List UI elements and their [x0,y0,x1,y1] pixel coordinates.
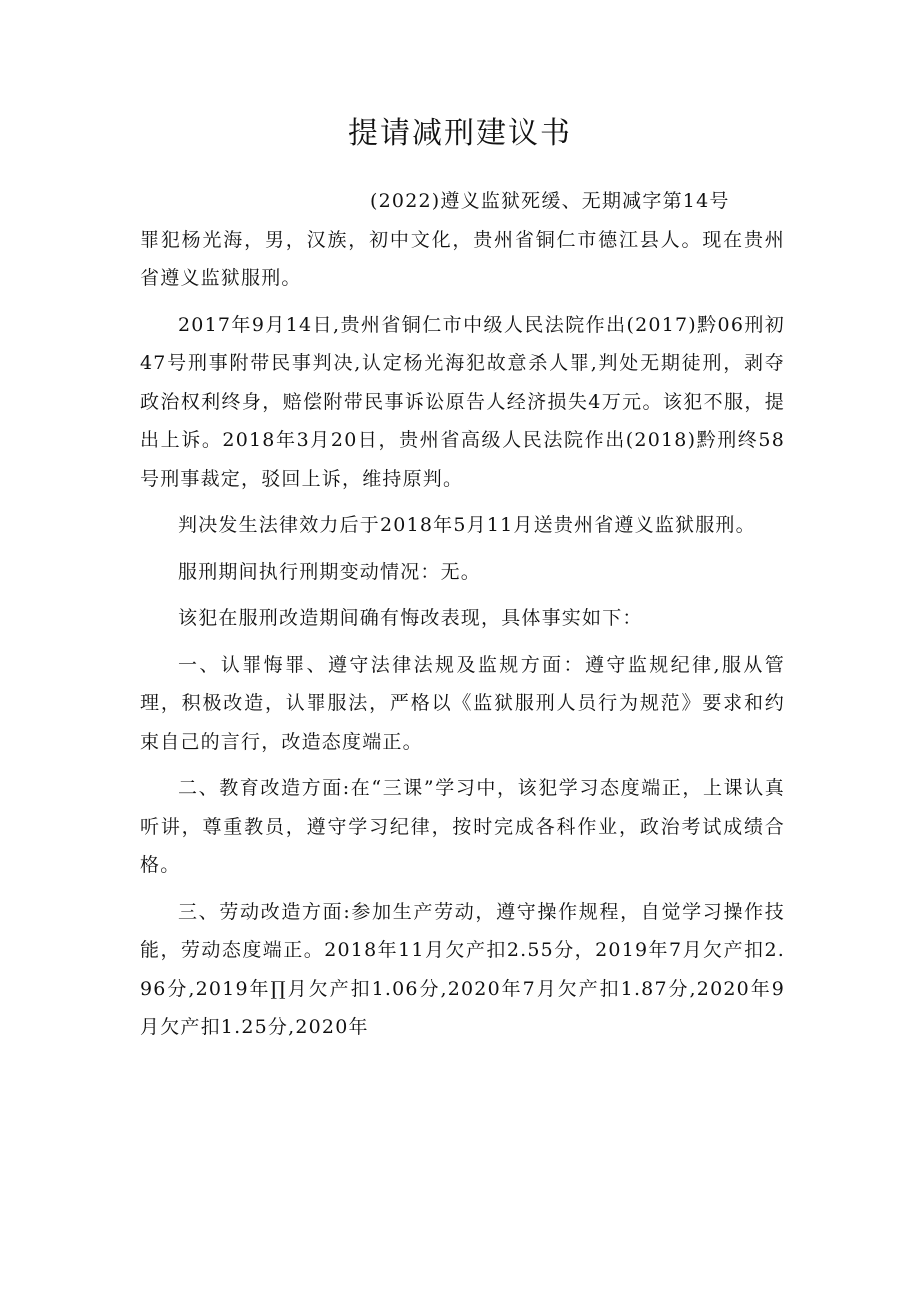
education-paragraph: 二、教育改造方面:在“三课”学习中，该犯学习态度端正，上课认真听讲，尊重教员，遵守学习纪律，按时完成各科作业，政治考试成绩合格。 [140,777,785,876]
discipline-paragraph: 一、认罪悔罪、遵守法律法规及监规方面：遵守监规纪律,服从管理，积极改造，认罪服法，严格以《监狱服刑人员行为规范》要求和约束自己的言行，改造态度端正。 [140,653,785,753]
imprisonment-paragraph: 判决发生法律效力后于2018年5月11月送贵州省遵义监狱服刑。 [178,514,756,536]
document-body [140,182,785,1055]
repentance-intro-paragraph: 该犯在服刑改造期间确有悔改表现，具体事实如下： [178,607,643,629]
labor-paragraph: 三、劳动改造方面:参加生产劳动，遵守操作规程，自觉学习操作技能，劳动态度端正。2018年11月欠产扣2.55分，2019年7月欠产扣2.96分,2019年∏月欠产扣1.06分,2020年7月欠产扣1.87分,2020年9月欠产扣1.25分,2020年 [140,900,785,1038]
document-title: 提请减刑建议书 [348,116,572,151]
case-number: (2022)遵义监狱死缓、无期减字第14号 [370,190,730,212]
case-intro-paragraph [140,182,785,298]
criminal-intro: 罪犯杨光海，男，汉族，初中文化，贵州省铜仁市德江县人。现在贵州省遵义监狱服刑。 [140,228,785,289]
judgment-paragraph: 2017年9月14日,贵州省铜仁市中级人民法院作出(2017)黔06刑初47号刑事附带民事判决,认定杨光海犯故意杀人罪,判处无期徒刑，剥夺政治权利终身，赔偿附带民事诉讼原告人经济损失4万元。该犯不服，提出上诉。2018年3月20日，贵州省高级人民法院作出(2018)黔刑终58号刑事裁定，驳回上诉，维持原判。 [140,313,785,490]
sentence-change-paragraph: 服刑期间执行刑期变动情况：无。 [178,560,482,583]
